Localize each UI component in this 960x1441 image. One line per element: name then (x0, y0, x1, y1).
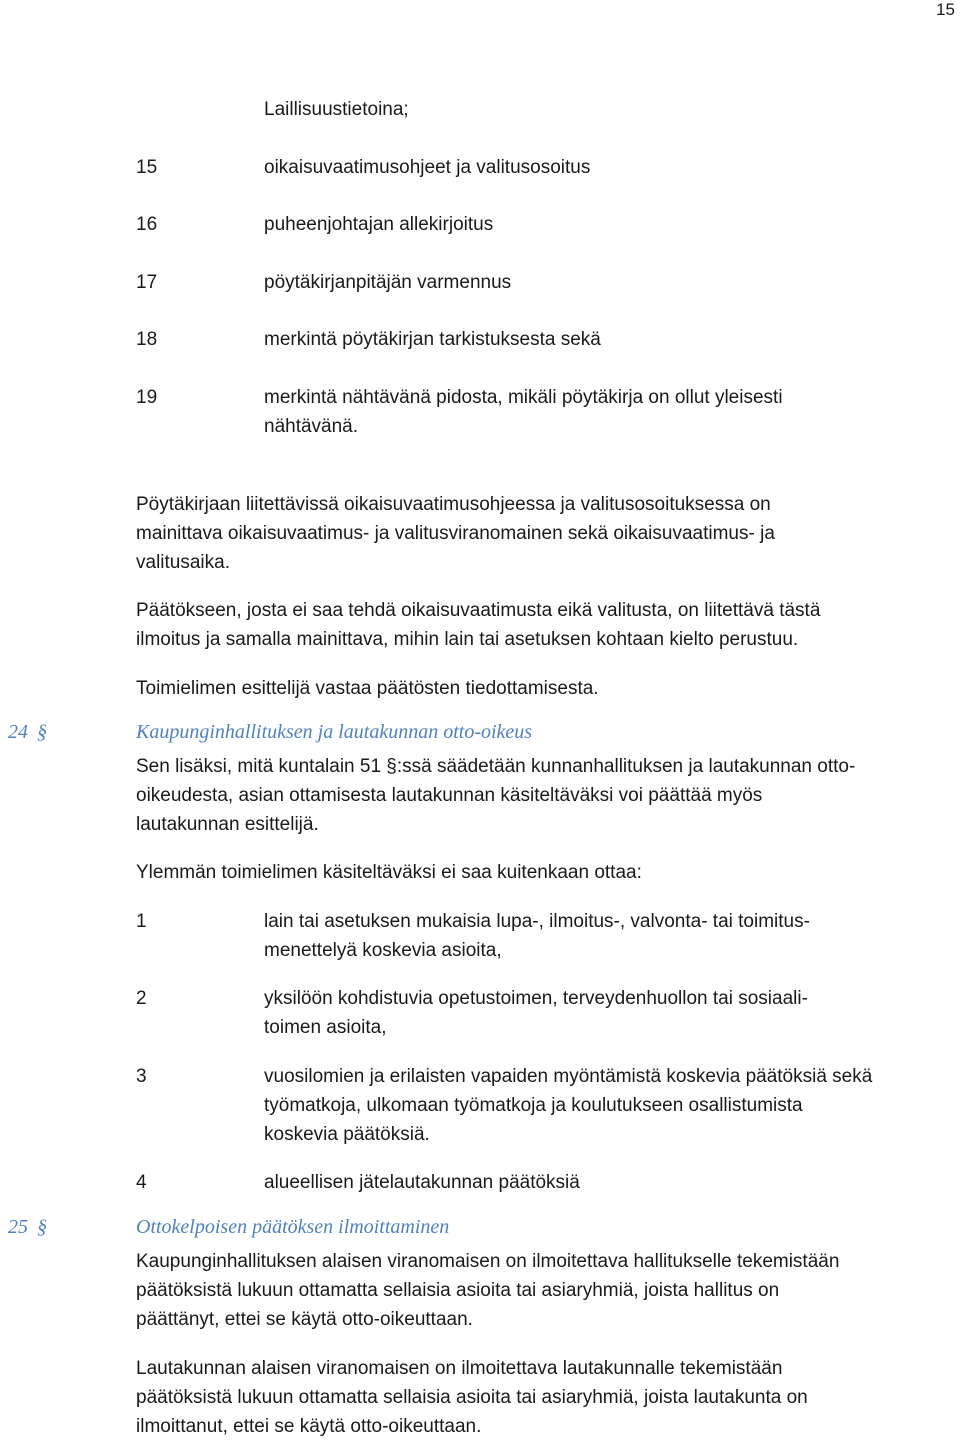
paragraph-line: Kaupunginhallituksen alaisen viranomaisen on ilmoitettava hallitukselle tekemistään (136, 1251, 840, 1272)
paragraph-line: päättänyt, ettei se käytä otto-oikeuttaan. (136, 1309, 473, 1330)
paragraph-line: Toimielimen esittelijä vastaa päätösten tiedottamisesta. (136, 678, 599, 699)
paragraph-line: päätöksistä lukuun ottamatta sellaisia asioita tai asiaryhmiä, joista hallitus on (136, 1280, 780, 1301)
paragraph-line: Päätökseen, josta ei saa tehdä oikaisuvaatimusta eikä valitusta, on liitettävä tästä (136, 600, 821, 621)
list-item-text-continued: koskevia päätöksiä. (264, 1124, 430, 1145)
list-item-text: vuosilomien ja erilaisten vapaiden myöntämistä koskevia päätöksiä sekä (264, 1066, 873, 1087)
section-symbol: § (37, 1216, 47, 1238)
list-item-number: 2 (136, 988, 147, 1009)
section-24-number (8, 721, 47, 744)
list-item-number: 1 (136, 911, 147, 932)
section-25-title: Ottokelpoisen päätöksen ilmoittaminen (136, 1216, 450, 1238)
list-item-number: 3 (136, 1066, 147, 1087)
list-item-text: merkintä nähtävänä pidosta, mikäli pöytäkirja on ollut yleisesti (264, 387, 783, 408)
paragraph-line: päätöksistä lukuun ottamatta sellaisia asioita tai asiaryhmiä, joista lautakunta on (136, 1387, 808, 1408)
list-item-text: lain tai asetuksen mukaisia lupa-, ilmoitus-, valvonta- tai toimitus- (264, 911, 810, 932)
paragraph-line: oikeudesta, asian ottamisesta lautakunnan käsiteltäväksi voi päättää myös (136, 785, 763, 806)
list-item-number: 17 (136, 272, 158, 293)
list-item-text: merkintä pöytäkirjan tarkistuksesta sekä (264, 329, 601, 350)
list-item-number: 18 (136, 329, 158, 350)
list-item-text-continued: menettelyä koskevia asioita, (264, 940, 502, 961)
list-item-number: 19 (136, 387, 158, 408)
paragraph-line: Sen lisäksi, mitä kuntalain 51 §:ssä säädetään kunnanhallituksen ja lautakunnan otto- (136, 756, 856, 777)
list-item-text: yksilöön kohdistuvia opetustoimen, terveydenhuollon tai sosiaali- (264, 988, 808, 1009)
list-item-text-continued: nähtävänä. (264, 416, 359, 437)
list-item-text-continued: toimen asioita, (264, 1017, 387, 1038)
section-number: 24 (8, 721, 28, 743)
paragraph-line: ilmoittanut, ettei se käytä otto-oikeuttaan. (136, 1416, 482, 1437)
list-item-number: 16 (136, 214, 158, 235)
section-symbol: § (37, 721, 47, 743)
paragraph-line: lautakunnan esittelijä. (136, 814, 319, 835)
paragraph-line: Pöytäkirjaan liitettävissä oikaisuvaatimusohjeessa ja valitusosoituksessa on (136, 494, 771, 515)
list-item-text: puheenjohtajan allekirjoitus (264, 214, 494, 235)
section-number: 25 (8, 1216, 28, 1238)
paragraph-line: Ylemmän toimielimen käsiteltäväksi ei saa kuitenkaan ottaa: (136, 862, 642, 883)
section-24-title: Kaupunginhallituksen ja lautakunnan otto-oikeus (136, 721, 533, 743)
list-item-text: alueellisen jätelautakunnan päätöksiä (264, 1172, 580, 1193)
paragraph-line: ilmoitus ja samalla mainittava, mihin lain tai asetuksen kohtaan kielto perustuu. (136, 629, 799, 650)
list-item-text: oikaisuvaatimusohjeet ja valitusosoitus (264, 157, 591, 178)
intro-text: Laillisuustietoina; (264, 99, 409, 120)
list-item-text-continued: työmatkoja, ulkomaan työmatkoja ja koulutukseen osallistumista (264, 1095, 803, 1116)
list-item-number: 15 (136, 157, 158, 178)
list-item-number: 4 (136, 1172, 147, 1193)
paragraph-line: valitusaika. (136, 552, 230, 573)
section-25-number (8, 1216, 47, 1239)
list-item-text: pöytäkirjanpitäjän varmennus (264, 272, 512, 293)
paragraph-line: mainittava oikaisuvaatimus- ja valitusviranomainen sekä oikaisuvaatimus- ja (136, 523, 775, 544)
paragraph-line: Lautakunnan alaisen viranomaisen on ilmoitettava lautakunnalle tekemistään (136, 1358, 783, 1379)
page-number: 15 (936, 0, 955, 19)
